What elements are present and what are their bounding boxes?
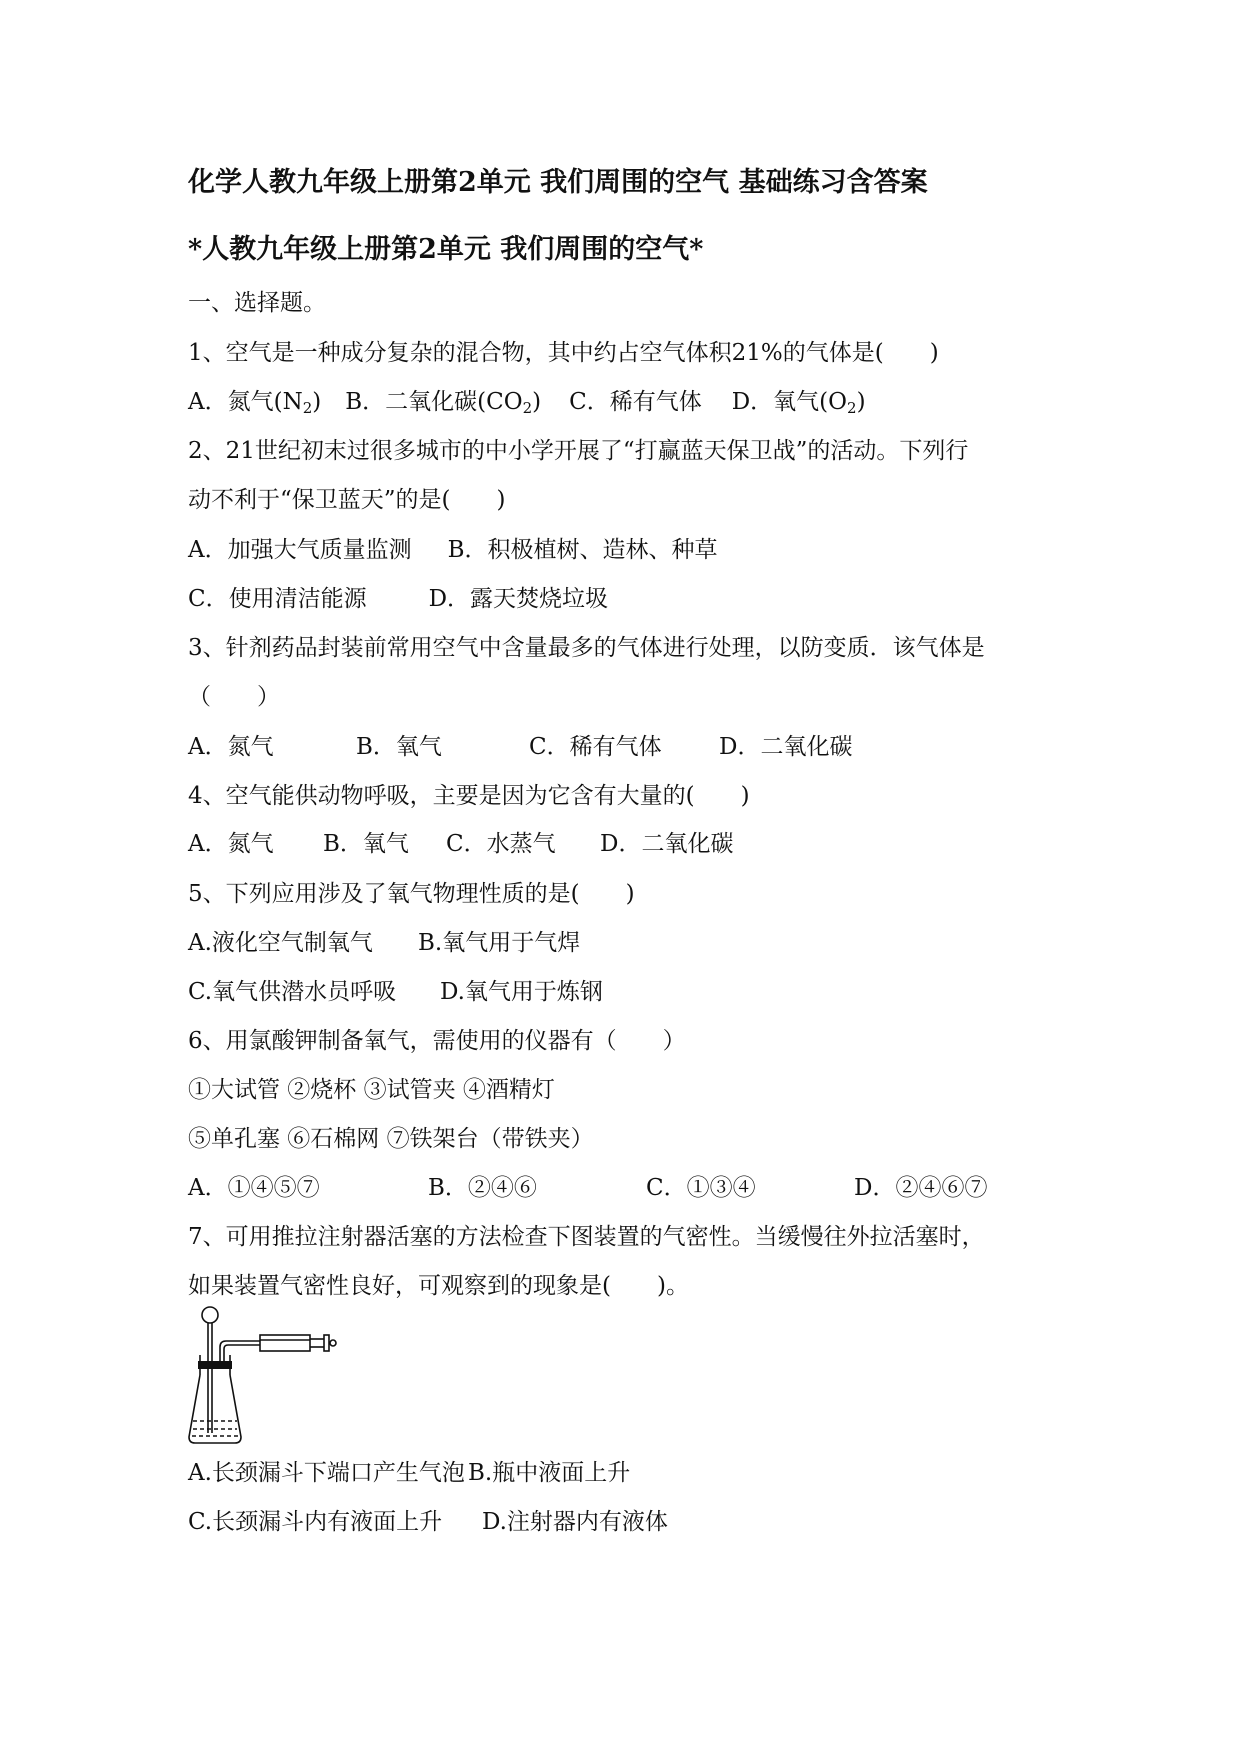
q3-option-d: D．二氧化碳 (719, 734, 853, 760)
q3-option-c: C．稀有气体 (529, 734, 662, 760)
q6-options (188, 1173, 987, 1203)
q1-option-a: A．氮气$(N_2)$ (188, 389, 322, 417)
q5-options-row1 (188, 928, 580, 958)
flask-body (189, 1375, 241, 1443)
q6-option-d: D．②④⑥⑦ (854, 1175, 988, 1201)
page-title: 化学人教九年级上册第2单元 我们周围的空气 基础练习含答案 (188, 167, 928, 198)
q3-stem-line2: （ ） (188, 684, 280, 710)
syringe-plunger-handle (324, 1335, 329, 1351)
syringe-barrel (260, 1335, 310, 1351)
q7-option-b: B.瓶中液面上升 (468, 1460, 631, 1486)
q2-option-d: D．露天焚烧垃圾 (428, 586, 609, 612)
syringe-plunger-knob (330, 1340, 336, 1346)
q7-stem-line1: 7、可用推拉注射器活塞的方法检查下图装置的气密性。当缓慢往外拉活塞时， (188, 1224, 985, 1250)
q7-stem-line2: 如果装置气密性良好，可观察到的现象是( )。 (188, 1273, 689, 1299)
q6-items-line2: ⑤单孔塞 ⑥石棉网 ⑦铁架台（带铁夹） (188, 1126, 594, 1152)
q7-options-row1 (188, 1458, 630, 1488)
q5-option-d: D.氧气用于炼钢 (440, 979, 603, 1005)
section-heading: 一、选择题。 (188, 290, 326, 316)
q3-options (188, 732, 852, 762)
page-subtitle: *人教九年级上册第2单元 我们周围的空气* (188, 234, 704, 265)
funnel-bulb (202, 1307, 218, 1323)
q1-option-d: D．氧气$(O_2)$ (731, 389, 866, 417)
q7-option-d: D.注射器内有液体 (482, 1509, 668, 1535)
q6-option-b: B．②④⑥ (428, 1175, 537, 1201)
q1-option-b: B．二氧化碳$(CO_2)$ (345, 389, 542, 417)
q4-option-d: D．二氧化碳 (600, 831, 734, 857)
q5-option-a: A.液化空气制氧气 (188, 930, 373, 956)
q4-options (188, 829, 733, 859)
rubber-stopper (198, 1361, 232, 1369)
q5-option-b: B.氧气用于气焊 (418, 930, 581, 956)
q6-items-line1: ①大试管 ②烧杯 ③试管夹 ④酒精灯 (188, 1077, 555, 1103)
q2-option-c: C．使用清洁能源 (188, 586, 367, 612)
q4-option-b: B．氧气 (323, 831, 409, 857)
apparatus-diagram (188, 1305, 338, 1447)
q4-stem: 4、空气能供动物呼吸，主要是因为它含有大量的( ) (188, 783, 750, 809)
q7-option-c: C.长颈漏斗内有液面上升 (188, 1509, 443, 1535)
q6-option-a: A．①④⑤⑦ (188, 1175, 320, 1201)
q2-option-b: B．积极植树、造林、种草 (447, 537, 718, 563)
q2-options-row1 (188, 535, 718, 565)
q6-option-c: C．①③④ (646, 1175, 756, 1201)
q4-option-a: A．氮气 (188, 831, 274, 857)
q5-option-c: C.氧气供潜水员呼吸 (188, 979, 397, 1005)
q2-stem-line2: 动不利于“保卫蓝天”的是( ) (188, 487, 506, 513)
q2-option-a: A．加强大气质量监测 (188, 537, 412, 563)
q7-options-row2 (188, 1507, 668, 1537)
q3-option-b: B．氧气 (356, 734, 442, 760)
q6-stem: 6、用氯酸钾制备氧气，需使用的仪器有（ ） (188, 1028, 686, 1054)
q3-option-a: A．氮气 (188, 734, 274, 760)
q2-stem-line1: 2、21世纪初末过很多城市的中小学开展了“打赢蓝天保卫战”的活动。下列行 (188, 438, 969, 464)
q1-stem: 1、空气是一种成分复杂的混合物，其中约占空气体积21%的气体是( ) (188, 340, 939, 366)
q5-options-row2 (188, 977, 603, 1007)
q1-option-c: C．稀有气体 (569, 389, 702, 415)
q5-stem: 5、下列应用涉及了氧气物理性质的是( ) (188, 881, 635, 907)
q1-options (188, 387, 866, 417)
q4-option-c: C．水蒸气 (446, 831, 556, 857)
q3-stem-line1: 3、针剂药品封装前常用空气中含量最多的气体进行处理，以防变质．该气体是 (188, 635, 985, 661)
q7-option-a: A.长颈漏斗下端口产生气泡 (188, 1460, 465, 1486)
q2-options-row2 (188, 584, 608, 614)
